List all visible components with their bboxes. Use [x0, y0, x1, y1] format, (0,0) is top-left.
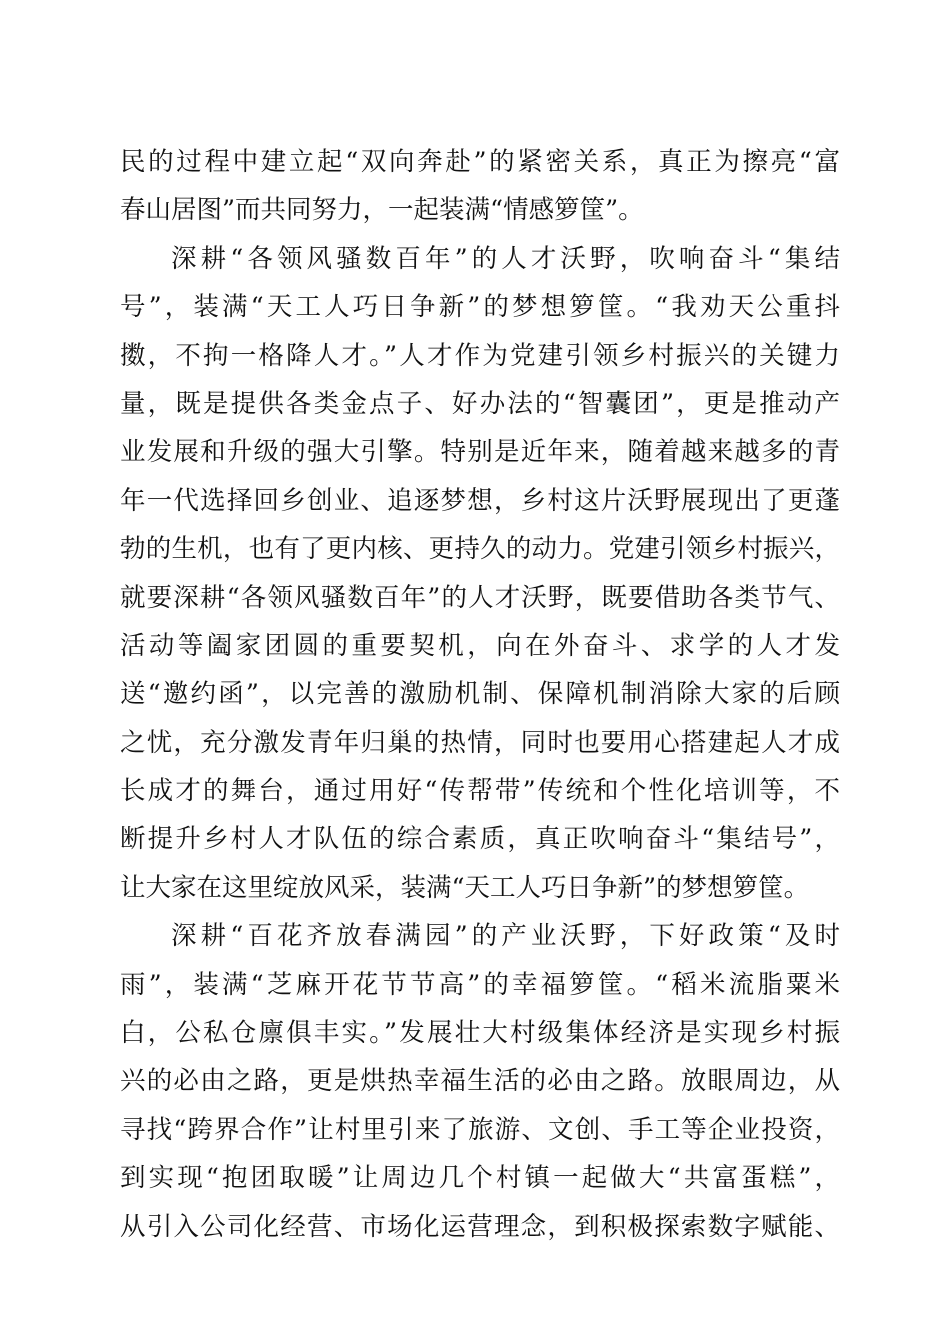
text-line: 号”，装满“天工人巧日争新”的梦想箩筐。“我劝天公重抖 [120, 292, 840, 323]
text-line: 勃的生机，也有了更内核、更持久的动力。党建引领乡村振兴， [120, 534, 840, 565]
text-line: 量，既是提供各类金点子、好办法的“智囊团”，更是推动产 [120, 388, 840, 419]
text-line: 深耕“各领风骚数百年”的人才沃野，吹响奋斗“集结 [171, 243, 840, 274]
paragraph-1 [120, 138, 840, 235]
text-line: 年一代选择回乡创业、追逐梦想，乡村这片沃野展现出了更蓬 [120, 485, 840, 516]
text-line: 就要深耕“各领风骚数百年”的人才沃野，既要借助各类节气、 [120, 582, 840, 613]
text-line: 雨”，装满“芝麻开花节节高”的幸福箩筐。“稻米流脂粟米 [120, 969, 840, 1000]
text-line: 活动等阖家团圆的重要契机，向在外奋斗、求学的人才发 [120, 630, 840, 661]
paragraph-2 [120, 235, 840, 912]
text-line: 之忧，充分激发青年归巢的热情，同时也要用心搭建起人才成 [120, 727, 840, 758]
body-text [120, 138, 840, 1251]
text-line: 到实现“抱团取暖”让周边几个村镇一起做大“共富蛋糕”， [120, 1163, 840, 1194]
text-line: 业发展和升级的强大引擎。特别是近年来，随着越来越多的青 [120, 437, 840, 468]
text-line: 从引入公司化经营、市场化运营理念，到积极探索数字赋能、 [120, 1211, 840, 1242]
text-line: 送“邀约函”，以完善的激励机制、保障机制消除大家的后顾 [120, 679, 840, 710]
text-line: 断提升乡村人才队伍的综合素质，真正吹响奋斗“集结号”， [120, 824, 840, 855]
paragraph-3 [120, 912, 840, 1251]
text-line: 长成才的舞台，通过用好“传帮带”传统和个性化培训等，不 [120, 776, 840, 807]
text-line: 民的过程中建立起“双向奔赴”的紧密关系，真正为擦亮“富 [120, 147, 840, 177]
text-line: 兴的必由之路，更是烘热幸福生活的必由之路。放眼周边，从 [120, 1066, 840, 1097]
text-line: 寻找“跨界合作”让村里引来了旅游、文创、手工等企业投资， [120, 1114, 840, 1145]
text-line: 白，公私仓廪俱丰实。”发展壮大村级集体经济是实现乡村振 [120, 1018, 840, 1049]
text-line: 让大家在这里绽放风采，装满“天工人巧日争新”的梦想箩筐。 [120, 872, 810, 903]
text-line: 深耕“百花齐放春满园”的产业沃野，下好政策“及时 [171, 921, 840, 952]
text-line: 春山居图”而共同努力，一起装满“情感箩筐”。 [120, 195, 644, 226]
text-line: 擞，不拘一格降人才。”人才作为党建引领乡村振兴的关键力 [120, 340, 840, 371]
